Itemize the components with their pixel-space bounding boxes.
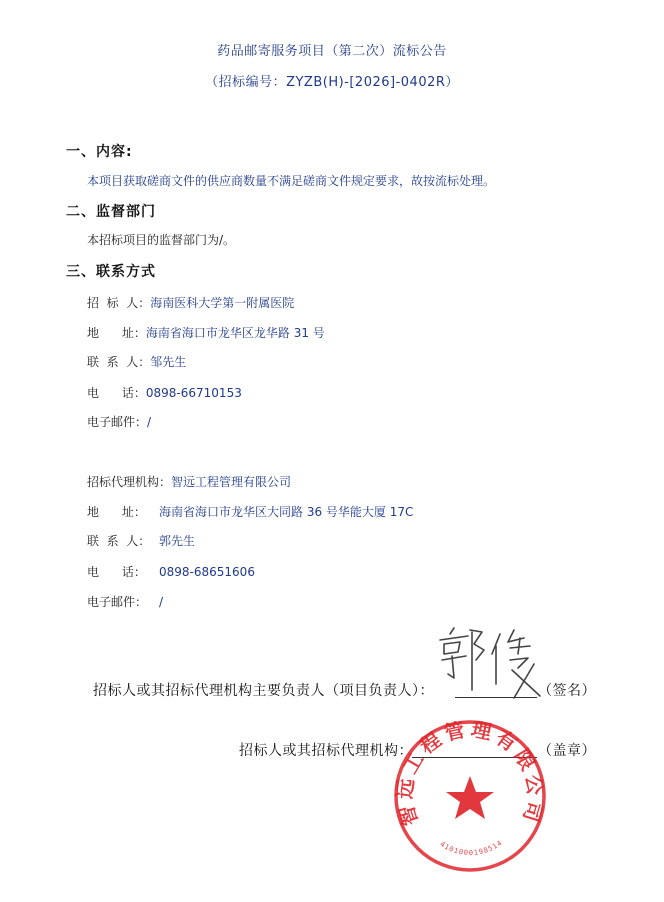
handwritten-signature: [430, 620, 560, 705]
signature-suffix: （签名）: [538, 683, 596, 699]
stamp-suffix: （盖章）: [538, 743, 596, 759]
tenderer-contact: 邹先生: [150, 355, 187, 369]
tenderer-name: 海南医科大学第一附属医院: [150, 296, 295, 310]
agency-contact-label: 联 系 人：: [87, 534, 151, 548]
agency-address: 海南省海口市龙华区大同路 36 号华能大厦 17C: [159, 505, 414, 519]
signatory-label: 招标人或其招标代理机构主要负责人（项目负责人）：: [93, 683, 434, 699]
section2-text: 本招标项目的监督部门为/。: [87, 233, 236, 247]
tenderer-phone-label: 电 话：: [87, 386, 146, 400]
section1-heading: 一、内容:: [66, 144, 133, 160]
tenderer-address-row: [87, 322, 325, 341]
organization-label: 招标人或其招标代理机构：: [239, 743, 413, 759]
company-seal-stamp: [390, 716, 550, 876]
agency-contact: 郭先生: [159, 534, 196, 548]
svg-text:智远工程管理有限公司: 智远工程管理有限公司: [392, 716, 548, 829]
tenderer-contact-row: [87, 351, 186, 370]
section1-text: 本项目获取磋商文件的供应商数量不满足磋商文件规定要求，故按流标处理。: [87, 174, 496, 188]
tenderer-phone: 0898-66710153: [145, 386, 242, 400]
tenderer-contact-label: 联 系 人：: [87, 355, 151, 369]
agency-name-row: [87, 471, 291, 490]
agency-address-row: [87, 501, 413, 520]
agency-email-row: [87, 591, 163, 610]
section2-heading: 二、监督部门: [66, 204, 156, 220]
svg-text:4101000198514: 4101000198514: [438, 838, 505, 858]
tenderer-email-label: 电子邮件：: [87, 415, 148, 429]
agency-email-label: 电子邮件：: [87, 595, 148, 609]
agency-name-label: 招标代理机构：: [87, 475, 172, 489]
tenderer-phone-row: [87, 382, 242, 401]
section3-heading: 三、联系方式: [66, 264, 156, 280]
tender-number: （招标编号：ZYZB(H)-[2026]-0402R）: [205, 75, 459, 90]
tenderer-address: 海南省海口市龙华区龙华路 31 号: [145, 326, 325, 340]
tenderer-address-label: 地 址：: [87, 326, 146, 340]
agency-phone: 0898-68651606: [159, 565, 255, 579]
agency-name: 智远工程管理有限公司: [171, 475, 292, 489]
agency-address-label: 地 址：: [87, 505, 146, 519]
agency-phone-row: [87, 561, 255, 580]
tenderer-email-row: [87, 411, 151, 430]
tenderer-name-row: [87, 292, 294, 311]
tenderer-email: /: [147, 415, 152, 429]
agency-phone-label: 电 话：: [87, 565, 146, 579]
agency-email: /: [159, 595, 164, 609]
agency-contact-row: [87, 530, 195, 549]
tenderer-name-label: 招 标 人：: [87, 296, 151, 310]
document-title: 药品邮寄服务项目（第二次）流标公告: [217, 44, 447, 59]
